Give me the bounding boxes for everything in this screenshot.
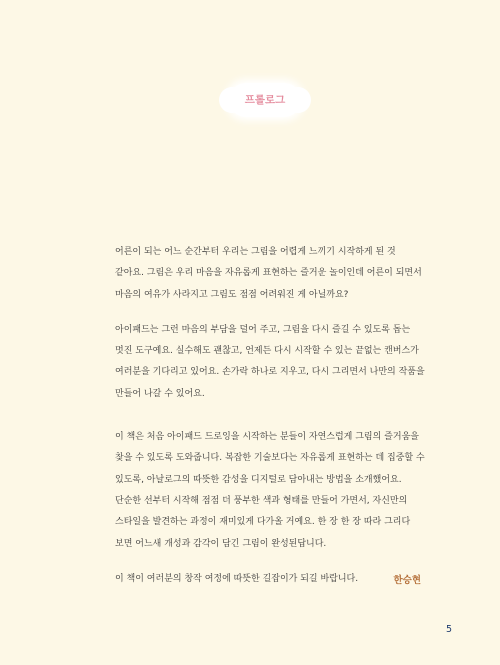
paragraph-4: 이 책이 여러분의 창작 여정에 따뜻한 길잡이가 되길 바랍니다. — [115, 573, 359, 584]
page-number: 5 — [445, 624, 452, 635]
paragraph-1: 어른이 되는 어느 순간부터 우리는 그림을 어렵게 느끼기 시작하게 된 것 같아요. 그림은 우리 마음을 자유롭게 표현하는 즐거운 놀이인데 어른이 되면서 마음의 여유가 사라지고 그림도 점점 어려워진 게 아닐까요? — [115, 247, 422, 300]
paragraph-2: 아이패드는 그런 마음의 부담을 덜어 주고, 그림을 다시 즐길 수 있도록 돕는 멋진 도구예요. 실수해도 괜찮고, 언제든 다시 시작할 수 있는 끝없는 캔버스가 여러분을 기다리고 있어요. 손가락 하나로 지우고, 다시 그리면서 나만의 작품을 만들어 나갈 수 있어요. — [115, 324, 425, 399]
chapter-title: 프롤로그 — [244, 94, 286, 106]
prologue-body — [115, 242, 425, 590]
author-name: 한승현 — [393, 575, 421, 586]
paragraph-3: 이 책은 처음 아이패드 드로잉을 시작하는 분들이 자연스럽게 그림의 즐거움을 찾을 수 있도록 도와줍니다. 복잡한 기술보다는 자유롭게 표현하는 데 집중할 수 있도록, 아날로그의 따뜻한 감성을 디지털로 담아내는 방법을 소개했어요. 단순한 선부터 시작해 점점 더 풍부한 색과 형태를 만들어 가면서, 자신만의 스타일을 발견하는 과정이 재미있게 다가올 거예요. 한 장 한 장 따라 그리다 보면 어느새 개성과 감각이 담긴 그림이 완성된답니다. — [115, 432, 425, 549]
chapter-title-badge — [229, 83, 301, 117]
